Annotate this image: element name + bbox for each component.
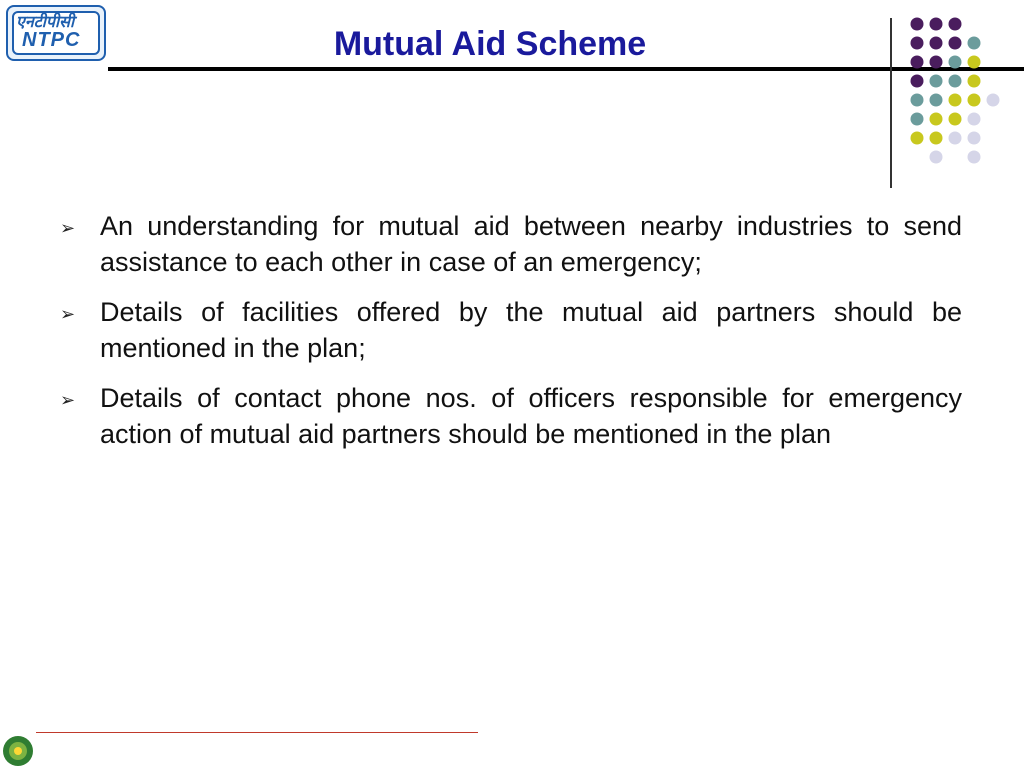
- bullet-item: [60, 380, 962, 452]
- decorative-dot: [949, 18, 962, 31]
- decorative-dot: [968, 56, 981, 69]
- decorative-dot: [968, 132, 981, 145]
- decorative-dot: [968, 113, 981, 126]
- decorative-dot: [911, 37, 924, 50]
- bullet-item: [60, 294, 962, 366]
- decorative-dot: [911, 132, 924, 145]
- bullet-arrow-icon: ➢: [60, 304, 76, 324]
- decorative-dot: [949, 94, 962, 107]
- bullet-item: [60, 208, 962, 280]
- decorative-dot: [930, 132, 943, 145]
- decorative-dot: [968, 75, 981, 88]
- ntpc-logo: [6, 5, 106, 61]
- decorative-dot: [930, 37, 943, 50]
- bullet-list: [60, 208, 962, 466]
- slide-title: Mutual Aid Scheme: [333, 25, 647, 63]
- decorative-dot: [930, 113, 943, 126]
- decorative-dot: [968, 151, 981, 164]
- title-underline-divider: [108, 67, 1024, 71]
- decorative-dot: [968, 37, 981, 50]
- footer-emblem-icon: [0, 734, 36, 768]
- bullet-arrow-icon: ➢: [60, 390, 76, 410]
- decorative-dot-grid: [900, 10, 1020, 170]
- bullet-text: An understanding for mutual aid between nearby industries to send assistance to each other in case of an emergency;: [100, 211, 962, 277]
- footer-divider: [36, 732, 478, 733]
- decorative-dot: [930, 94, 943, 107]
- decorative-dot: [930, 56, 943, 69]
- decorative-dot: [911, 75, 924, 88]
- decorative-dot: [930, 151, 943, 164]
- decorative-dot: [911, 18, 924, 31]
- bullet-arrow-icon: ➢: [60, 218, 76, 238]
- bullet-text: Details of facilities offered by the mutual aid partners should be mentioned in the plan;: [100, 297, 962, 363]
- decorative-dot: [987, 94, 1000, 107]
- decorative-dot: [949, 113, 962, 126]
- decorative-dot: [949, 132, 962, 145]
- vertical-divider: [890, 18, 892, 188]
- decorative-dot: [930, 75, 943, 88]
- decorative-dot: [968, 94, 981, 107]
- decorative-dot: [911, 56, 924, 69]
- decorative-dot: [949, 75, 962, 88]
- decorative-dot: [911, 113, 924, 126]
- bullet-text: Details of contact phone nos. of officers responsible for emergency action of mutual aid partners should be mentioned in the plan: [100, 383, 962, 449]
- decorative-dot: [911, 94, 924, 107]
- ntpc-logo-english-text: NTPC: [22, 29, 81, 51]
- decorative-dot: [949, 56, 962, 69]
- decorative-dot: [930, 18, 943, 31]
- decorative-dot: [949, 37, 962, 50]
- ntpc-logo-hindi-text: एनटीपीसी: [16, 14, 75, 31]
